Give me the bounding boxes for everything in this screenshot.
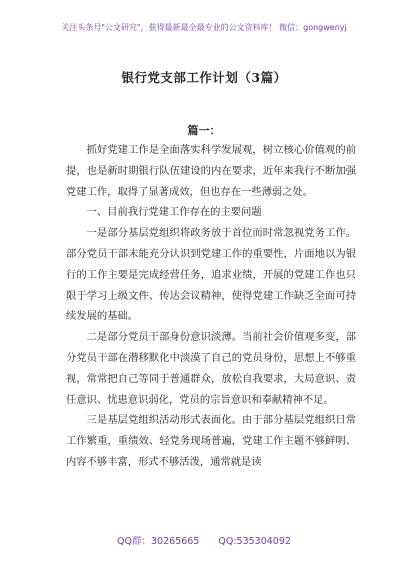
footer-contact xyxy=(0,533,408,547)
document-title: 银行党支部工作计划（3篇） xyxy=(121,70,287,85)
qq-text: QQ:535304092 xyxy=(218,536,291,547)
section-heading: 篇一： xyxy=(187,124,221,137)
paragraph: 三是基层党组织活动形式表面化。由于部分基层党组织日常工作繁重，重绩效、轻党务现场普遍，党建工作主题不够鲜明、内容不够丰富，形式不够活泼，通常就是读 xyxy=(66,414,356,468)
paragraph: 抓好党建工作是全面落实科学发展观，树立核心价值观的前提，也是新时期银行队伍建设的内在要求，近年来我行不断加强党建工作，取得了显著成效，但也存在一些薄弱之处。 xyxy=(66,144,356,198)
document-body xyxy=(66,140,356,473)
qq-group-text: QQ群：30265665 xyxy=(117,536,200,547)
paragraph: 一是部分基层党组织将政务放于首位而时常忽视党务工作。部分党员干部未能充分认识到党建工作的重要性，片面地以为银行的工作主要是完成经营任务，追求业绩，开展的党建工作也只限于学习上级文件、传达会议精神，使得党建工作缺乏全面可持续发展的基础。 xyxy=(66,227,356,323)
top-banner: 关注头条号"公文研究"，获得最新最全最专业的公文资料库！ 微信：gongwenyj xyxy=(61,23,347,32)
paragraph: 一、目前我行党建工作存在的主要问题 xyxy=(86,206,262,219)
paragraph: 二是部分党员干部身份意识淡薄。当前社会价值观多变，部分党员干部在潜移默化中淡漠了自己的党员身份，思想上不够重视，常常把自己等同于普通群众，放松自我要求，大局意识、责任意识、忧患意识弱化，党员的宗旨意识和奉献精神不足。 xyxy=(66,331,356,406)
